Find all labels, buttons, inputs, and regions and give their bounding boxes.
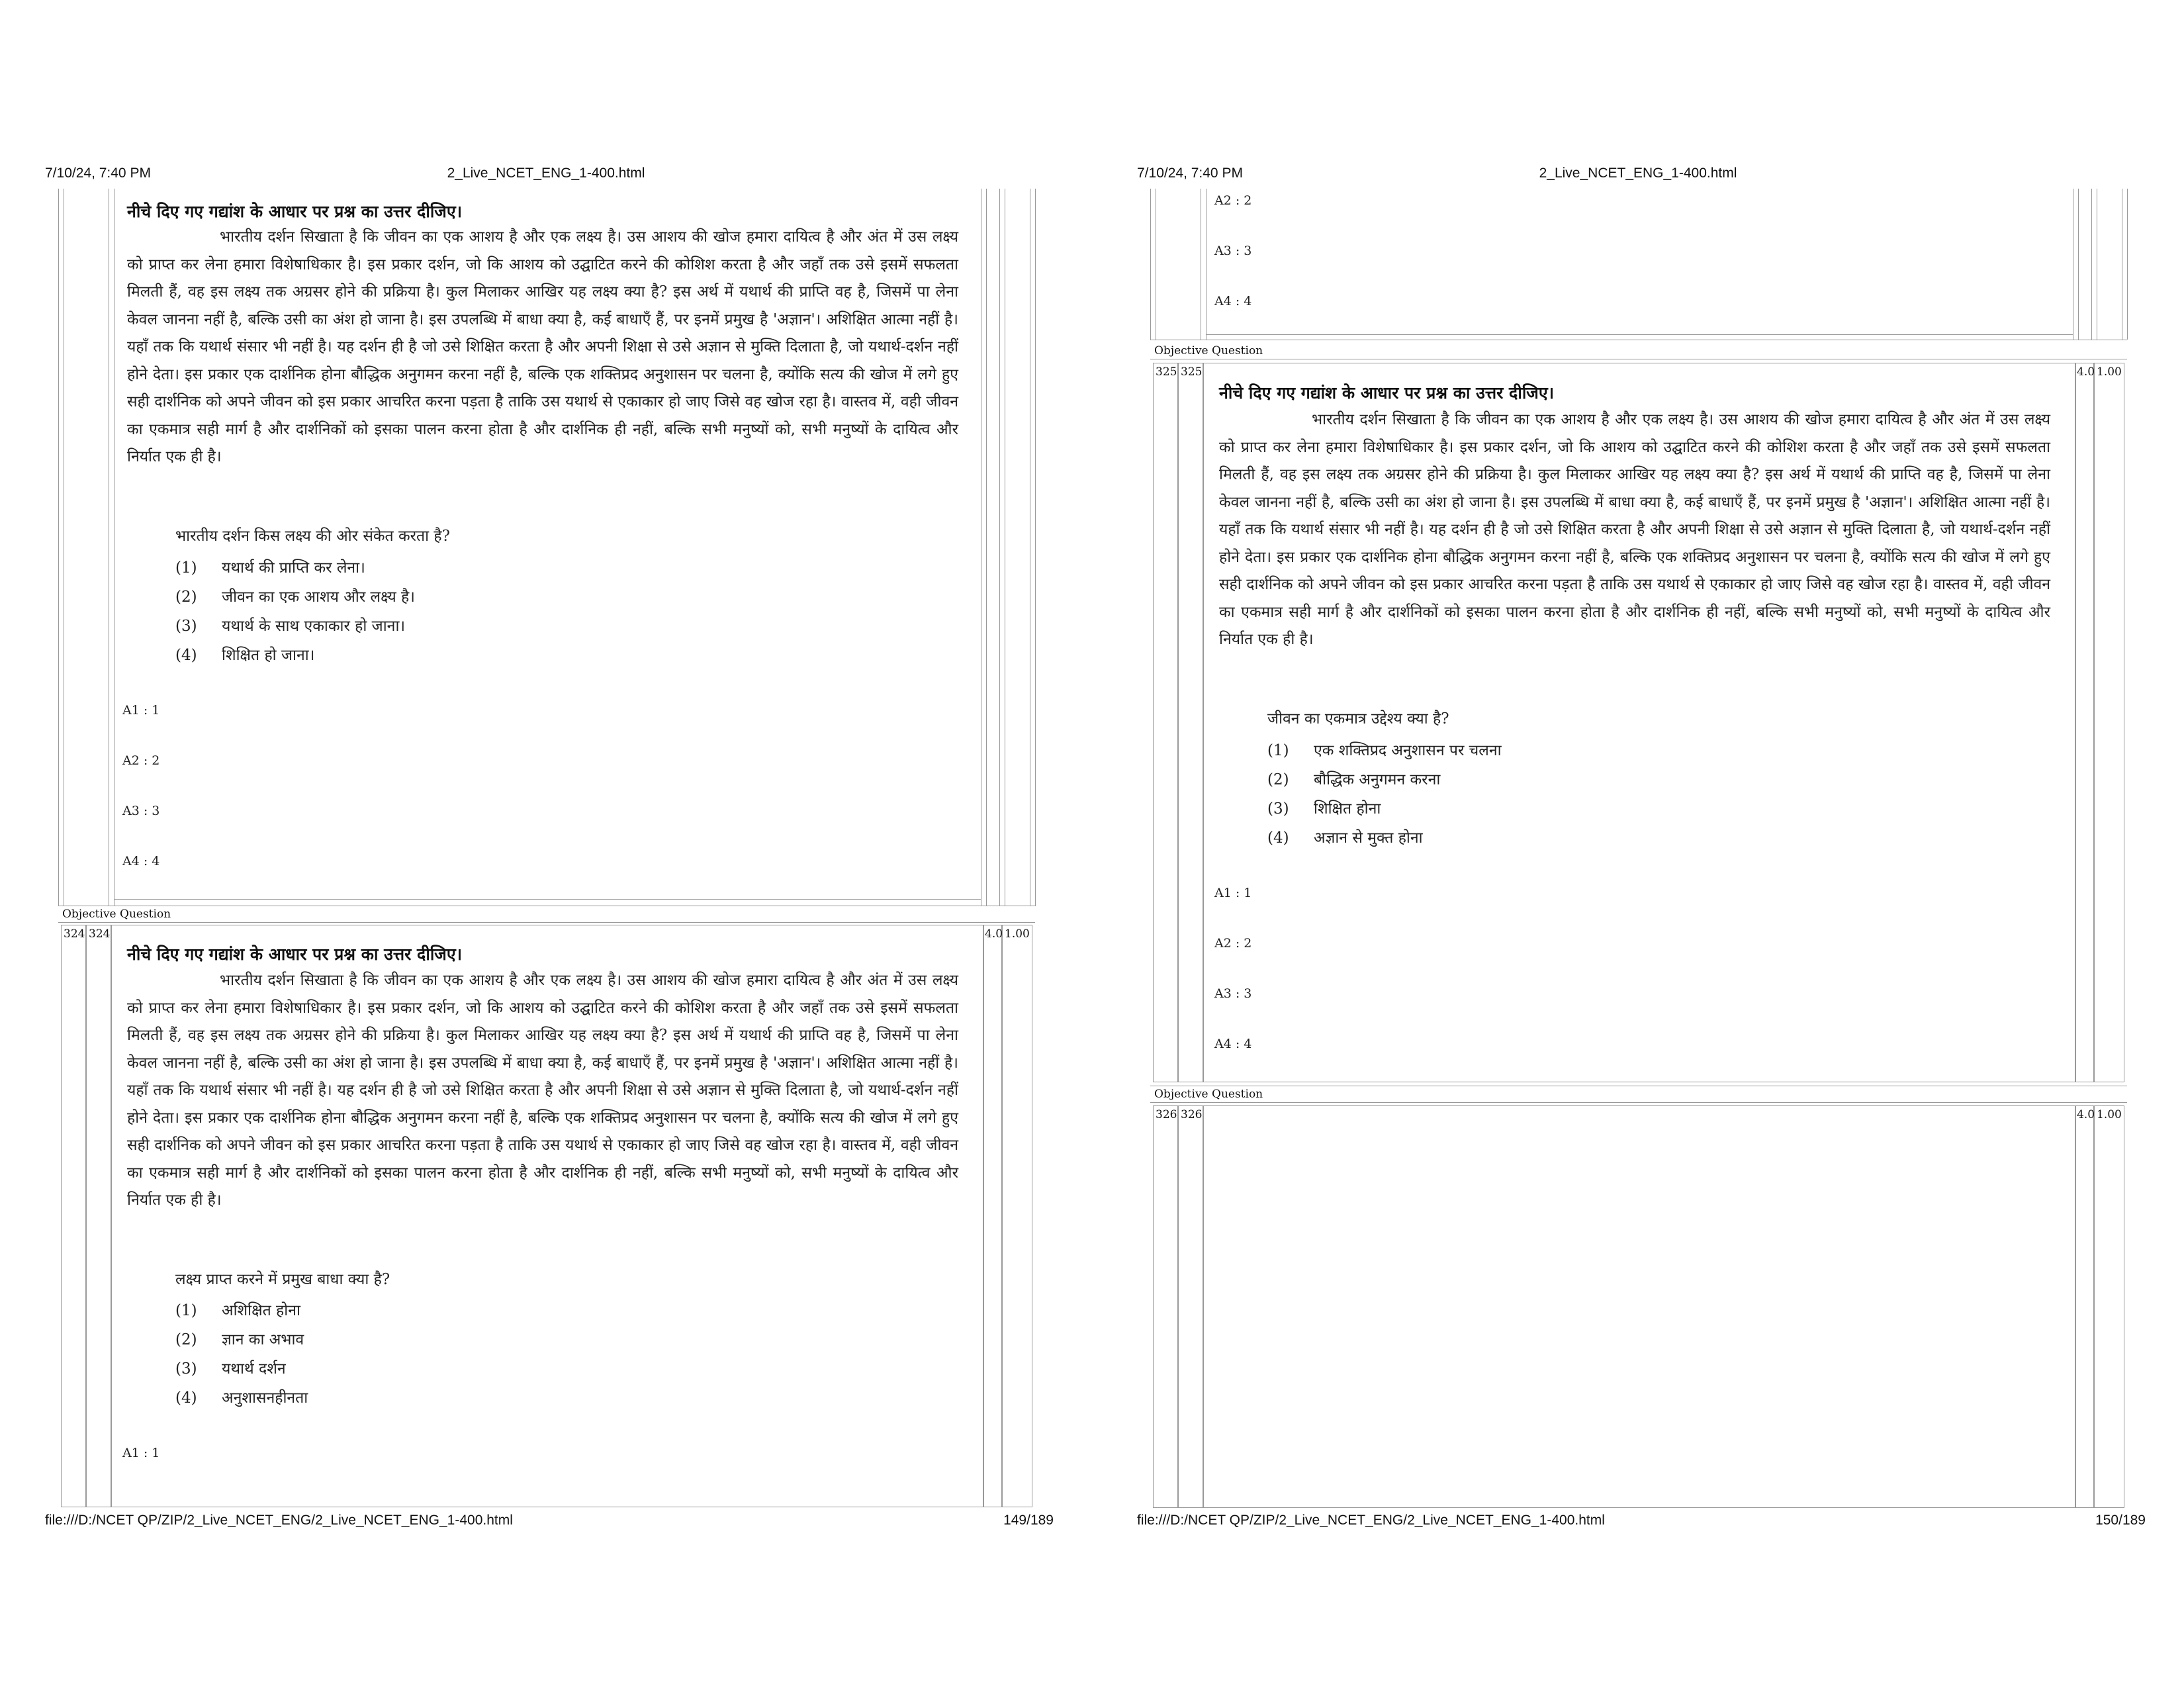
negative-marks-cell: [1002, 925, 1032, 1507]
question-text: लक्ष्य प्राप्त करने में प्रमुख बाधा क्या है?: [175, 1271, 390, 1288]
answer-id-2: A2 : 2: [1214, 193, 1252, 208]
passage-heading: नीचे दिए गए गद्यांश के आधार पर प्रश्न का उत्तर दीजिए।: [127, 945, 463, 964]
sno-cell: [61, 925, 86, 1507]
answer-id-1: A1 : 1: [1214, 886, 1252, 900]
option-2: (2) जीवन का एक आशय और लक्ष्य है।: [175, 588, 415, 606]
passage-text: भारतीय दर्शन सिखाता है कि जीवन का एक आशय है और एक लक्ष्य है। उस आशय की खोज हमारा दायित्व है और अंत में उस लक्ष्य को प्राप्त कर लेना हमारा विशेषाधिकार है। इस प्रकार दर्शन, जो कि आशय को उद्घाटित करने की कोशिश करता है और जहाँ तक उसे इसमें सफलता मिलती हैं, वह इस लक्ष्य तक अग्रसर होने की प्रक्रिया है। कुल मिलाकर आखिर यह लक्ष्य क्या है? इस अर्थ में यथार्थ की प्राप्ति वह है, जिसमें पा लेना केवल जानना नहीं है, बल्कि उसी का अंश हो जाना है। इस उपलब्धि में बाधा क्या है, कई बाधाएँ हैं, पर इनमें प्रमुख है 'अज्ञान'। अशिक्षित आत्मा नहीं है। यहाँ तक कि यथार्थ संसार भी नहीं है। यह दर्शन ही है जो उसे शिक्षित करता है और अपनी शिक्षा से उसे अज्ञान से मुक्ति दिलाता है, जो यथार्थ-दर्शन नहीं होने देता। इस प्रकार एक दार्शनिक होना बौद्धिक अनुगमन करना नहीं है, बल्कि एक शक्तिप्रद अनुशासन पर चलना है, क्योंकि सत्य की खोज में लगे हुए सही दार्शनिक को अपने जीवन को इस प्रकार आचरित करना पड़ता है ताकि उस यथार्थ से एकाकार हो जाए जिसे वह खोज रहा है। वास्तव में, वही जीवन का एकमात्र सही मार्ग है और दार्शनिकों को इसका पालन करना होता है और दार्शनिक ही नहीं, बल्कि सभी मनुष्यों को, सभी मनुष्यों के दायित्व और निर्यात एक ही है।: [1219, 411, 2050, 648]
option-1: (1) एक शक्तिप्रद अनुशासन पर चलना: [1267, 742, 1502, 759]
question-text: भारतीय दर्शन किस लक्ष्य की ओर संकेत करता है?: [175, 528, 450, 545]
answer-id-3: A3 : 3: [1214, 244, 1252, 258]
table-border: [1035, 189, 1036, 906]
answer-id-1: A1 : 1: [122, 1446, 160, 1460]
answer-id-4: A4 : 4: [1214, 294, 1252, 308]
question-text: जीवन का एकमात्र उद्देश्य क्या है?: [1267, 710, 1449, 727]
qno-cell: [1178, 1105, 1203, 1508]
table-border: [1150, 189, 1151, 340]
passage-text: भारतीय दर्शन सिखाता है कि जीवन का एक आशय है और एक लक्ष्य है। उस आशय की खोज हमारा दायित्व है और अंत में उस लक्ष्य को प्राप्त कर लेना हमारा विशेषाधिकार है। इस प्रकार दर्शन, जो कि आशय को उद्घाटित करने की कोशिश करता है और जहाँ तक उसे इसमें सफलता मिलती हैं, वह इस लक्ष्य तक अग्रसर होने की प्रक्रिया है। कुल मिलाकर आखिर यह लक्ष्य क्या है? इस अर्थ में यथार्थ की प्राप्ति वह है, जिसमें पा लेना केवल जानना नहीं है, बल्कि उसी का अंश हो जाना है। इस उपलब्धि में बाधा क्या है, कई बाधाएँ हैं, पर इनमें प्रमुख है 'अज्ञान'। अशिक्षित आत्मा नहीं है। यहाँ तक कि यथार्थ संसार भी नहीं है। यह दर्शन ही है जो उसे शिक्षित करता है और अपनी शिक्षा से उसे अज्ञान से मुक्ति दिलाता है, जो यथार्थ-दर्शन नहीं होने देता। इस प्रकार एक दार्शनिक होना बौद्धिक अनुगमन करना नहीं है, बल्कि एक शक्तिप्रद अनुशासन पर चलना है, क्योंकि सत्य की खोज में लगे हुए सही दार्शनिक को अपने जीवन को इस प्रकार आचरित करना पड़ता है ताकि उस यथार्थ से एकाकार हो जाए जिसे वह खोज रहा है। वास्तव में, वही जीवन का एकमात्र सही मार्ग है और दार्शनिकों को इसका पालन करना होता है और दार्शनिक ही नहीं, बल्कि सभी मनुष्यों को, सभी मनुष्यों के दायित्व और निर्यात एक ही है।: [127, 972, 958, 1209]
option-3: (3) शिक्षित होना: [1267, 800, 1381, 818]
question-cell: [1203, 1105, 2075, 1508]
negative-marks-cell: [2094, 1105, 2124, 1508]
table-border: [2078, 189, 2079, 340]
marks: 4.0: [985, 927, 1003, 941]
qno-cell: [86, 925, 111, 1507]
page-number: 150/189: [2095, 1513, 2146, 1528]
header-title: 2_Live_NCET_ENG_1-400.html: [1539, 165, 1737, 181]
passage-heading: नीचे दिए गए गद्यांश के आधार पर प्रश्न का उत्तर दीजिए।: [1219, 383, 1555, 402]
marks: 4.0: [2077, 365, 2095, 379]
option-1: (1) अशिक्षित होना: [175, 1302, 300, 1319]
option-4: (4) अनुशासनहीनता: [175, 1389, 308, 1407]
table-border: [58, 922, 1035, 923]
negative-marks-cell: [2094, 363, 2124, 1082]
section-label: Objective Question: [1154, 1088, 1263, 1101]
option-2: (2) बौद्धिक अनुगमन करना: [1267, 771, 1441, 788]
page-150: [1092, 0, 2184, 1688]
footer-path: file:///D:/NCET QP/ZIP/2_Live_NCET_ENG/2_Live_NCET_ENG_1-400.html: [45, 1513, 513, 1528]
serial-number: 325: [1156, 365, 1177, 379]
table-border: [1150, 1102, 2127, 1103]
header-datetime: 7/10/24, 7:40 PM: [45, 165, 151, 181]
answer-id-2: A2 : 2: [1214, 936, 1252, 951]
table-border: [986, 189, 987, 906]
sno-cell: [1153, 1105, 1178, 1508]
answer-id-4: A4 : 4: [122, 854, 160, 868]
answer-id-3: A3 : 3: [122, 804, 160, 818]
qno-cell: [1178, 363, 1203, 1082]
table-border: [2091, 189, 2092, 340]
option-4: (4) अज्ञान से मुक्त होना: [1267, 829, 1423, 847]
table-border: [114, 899, 981, 900]
marks: 4.0: [2077, 1108, 2095, 1121]
option-3: (3) यथार्थ के साथ एकाकार हो जाना।: [175, 618, 406, 635]
marks-cell: [2075, 363, 2094, 1082]
marks-cell: [2075, 1105, 2094, 1508]
negative-marks: 1.00: [2097, 365, 2122, 379]
question-number: 325: [1181, 365, 1203, 379]
option-4: (4) शिक्षित हो जाना।: [175, 647, 315, 664]
answer-id-1: A1 : 1: [122, 703, 160, 718]
marks-cell: [983, 925, 1002, 1507]
footer-path: file:///D:/NCET QP/ZIP/2_Live_NCET_ENG/2_Live_NCET_ENG_1-400.html: [1137, 1513, 1605, 1528]
sno-cell: [1153, 363, 1178, 1082]
question-number: 324: [89, 927, 111, 941]
table-border: [2127, 189, 2128, 340]
serial-number: 326: [1156, 1108, 1177, 1121]
negative-marks: 1.00: [1005, 927, 1030, 941]
question-number: 326: [1181, 1108, 1203, 1121]
section-label: Objective Question: [62, 908, 171, 921]
section-label: Objective Question: [1154, 344, 1263, 357]
answer-id-2: A2 : 2: [122, 753, 160, 768]
passage-heading: नीचे दिए गए गद्यांश के आधार पर प्रश्न का उत्तर दीजिए।: [127, 202, 463, 221]
option-3: (3) यथार्थ दर्शन: [175, 1360, 286, 1378]
table-border: [1206, 334, 2073, 335]
passage-text: भारतीय दर्शन सिखाता है कि जीवन का एक आशय है और एक लक्ष्य है। उस आशय की खोज हमारा दायित्व है और अंत में उस लक्ष्य को प्राप्त कर लेना हमारा विशेषाधिकार है। इस प्रकार दर्शन, जो कि आशय को उद्घाटित करने की कोशिश करता है और जहाँ तक उसे इसमें सफलता मिलती हैं, वह इस लक्ष्य तक अग्रसर होने की प्रक्रिया है। कुल मिलाकर आखिर यह लक्ष्य क्या है? इस अर्थ में यथार्थ की प्राप्ति वह है, जिसमें पा लेना केवल जानना नहीं है, बल्कि उसी का अंश हो जाना है। इस उपलब्धि में बाधा क्या है, कई बाधाएँ हैं, पर इनमें प्रमुख है 'अज्ञान'। अशिक्षित आत्मा नहीं है। यहाँ तक कि यथार्थ संसार भी नहीं है। यह दर्शन ही है जो उसे शिक्षित करता है और अपनी शिक्षा से उसे अज्ञान से मुक्ति दिलाता है, जो यथार्थ-दर्शन नहीं होने देता। इस प्रकार एक दार्शनिक होना बौद्धिक अनुगमन करना नहीं है, बल्कि एक शक्तिप्रद अनुशासन पर चलना है, क्योंकि सत्य की खोज में लगे हुए सही दार्शनिक को अपने जीवन को इस प्रकार आचरित करना पड़ता है ताकि उस यथार्थ से एकाकार हो जाए जिसे वह खोज रहा है। वास्तव में, वही जीवन का एकमात्र सही मार्ग है और दार्शनिकों को इसका पालन करना होता है और दार्शनिक ही नहीं, बल्कि सभी मनुष्यों को, सभी मनुष्यों के दायित्व और निर्यात एक ही है।: [127, 228, 958, 465]
page-number: 149/189: [1003, 1513, 1054, 1528]
answer-id-4: A4 : 4: [1214, 1037, 1252, 1051]
table-border: [58, 189, 59, 906]
table-border: [999, 189, 1000, 906]
option-1: (1) यथार्थ की प्राप्ति कर लेना।: [175, 559, 365, 577]
option-2: (2) ज्ञान का अभाव: [175, 1331, 304, 1348]
header-title: 2_Live_NCET_ENG_1-400.html: [447, 165, 645, 181]
header-datetime: 7/10/24, 7:40 PM: [1137, 165, 1243, 181]
serial-number: 324: [64, 927, 85, 941]
answer-id-3: A3 : 3: [1214, 986, 1252, 1001]
negative-marks: 1.00: [2097, 1108, 2122, 1121]
